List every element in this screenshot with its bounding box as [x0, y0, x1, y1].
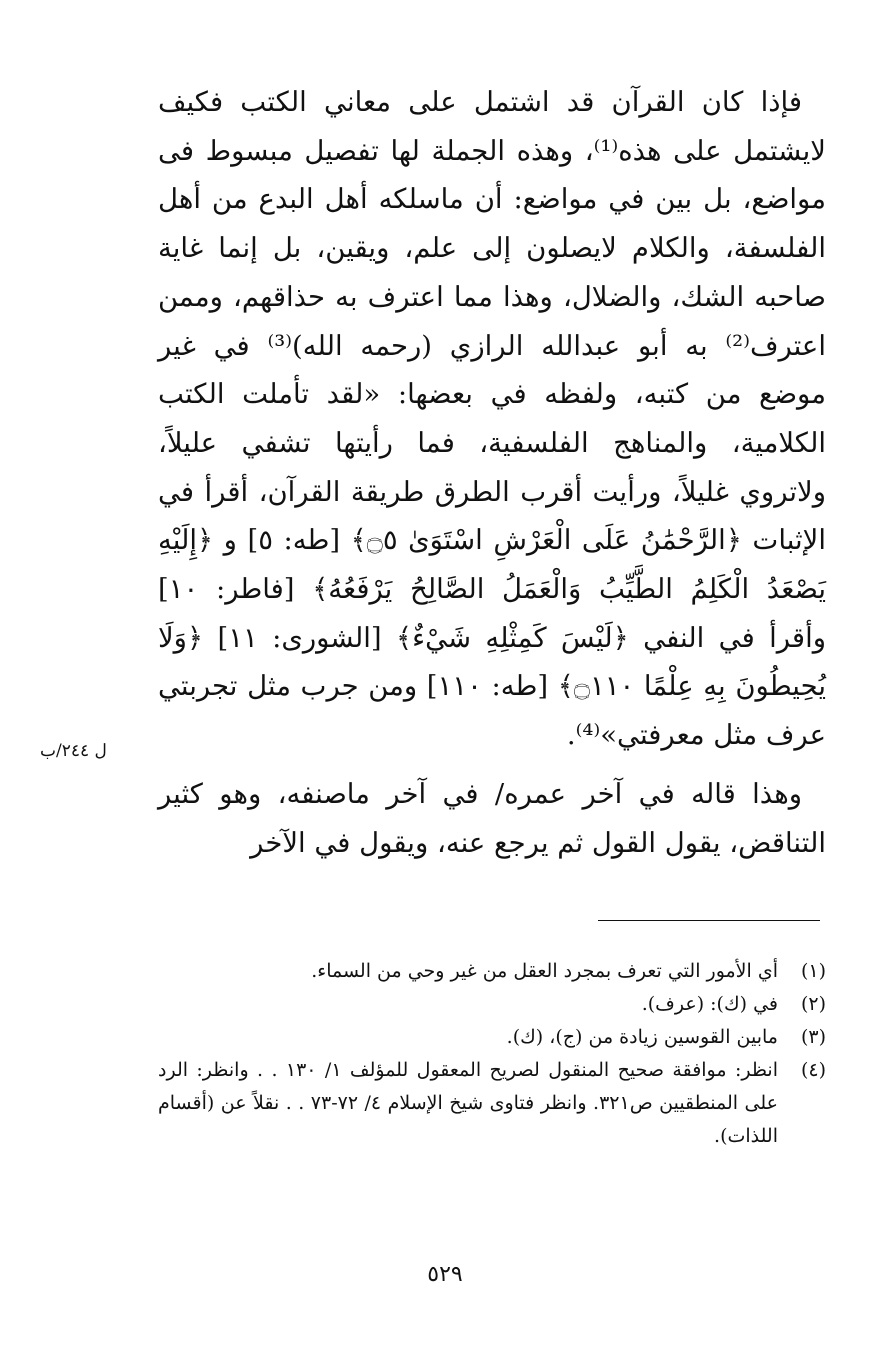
paragraph-2: وهذا قاله في آخر عمره/ في آخر ماصنفه، وهو كثير التناقض، يقول القول ثم يرجع عنه، ويقول في الآخر — [158, 777, 826, 859]
footnote-number: (٤) — [800, 1059, 826, 1081]
footnote-text: في (ك): (عرف). — [641, 993, 778, 1015]
footnote-text: مابين القوسين زيادة من (ج)، (ك). — [506, 1026, 778, 1048]
footnote-text: انظر: موافقة صحيح المنقول لصريح المعقول للمؤلف ١/ ١٣٠ . . وانظر: الرد على المنطقيين ص٣٢١. وانظر فتاوى شيخ الإسلام ٤/ ٧٢-٧٣ . . نقلاً عن (أقسام اللذات). — [158, 1059, 778, 1147]
footnote-item — [158, 988, 826, 1021]
footnote-number: (١) — [800, 960, 826, 982]
footnote-separator — [598, 920, 820, 921]
footnote-item — [158, 1021, 826, 1054]
footnote-number: (٣) — [800, 1026, 826, 1048]
main-text-block — [158, 78, 826, 867]
footnote-number: (٢) — [800, 993, 826, 1015]
footnote-item — [158, 955, 826, 988]
footnote-text: أي الأمور التي تعرف بمجرد العقل من غير وحي من السماء. — [311, 960, 778, 982]
footnotes — [158, 955, 826, 1153]
page-number: ٥٢٩ — [427, 1262, 463, 1287]
manuscript-folio-note: ل ٢٤٤/ب — [40, 741, 107, 761]
footnote-item — [158, 1054, 826, 1153]
paragraph-1: فإذا كان القرآن قد اشتمل على معاني الكتب فكيف لايشتمل على هذه⁽¹⁾، وهذه الجملة لها تفصيل مبسوط فى مواضع، بل بين في مواضع: أن ماسلكه أهل البدع من أهل الفلسفة، والكلام لايصلون إلى علم، ويقين، بل إنما غاية صاحبه الشك، والضلال، وهذا مما اعترف به حذاقهم، وممن اعترف⁽²⁾ به أبو عبدالله الرازي (رحمه الله)⁽³⁾ في غير موضع من كتبه، ولفظه في بعضها: «لقد تأملت الكتب الكلامية، والمناهج الفلسفية، فما رأيتها تشفي عليلاً، ولاتروي غليلاً، ورأيت أقرب الطرق طريقة القرآن، أقرأ في الإثبات ﴿الرَّحْمَٰنُ عَلَى الْعَرْشِ اسْتَوَىٰ ۝٥﴾ [طه: ٥] و ﴿إِلَيْهِ يَصْعَدُ الْكَلِمُ الطَّيِّبُ وَالْعَمَلُ الصَّالِحُ يَرْفَعُهُ﴾ [فاطر: ١٠] وأقرأ في النفي ﴿لَيْسَ كَمِثْلِهِ شَيْءٌ﴾ [الشورى: ١١] ﴿وَلَا يُحِيطُونَ بِهِ عِلْمًا ۝١١٠﴾ [طه: ١١٠] ومن جرب مثل تجربتي عرف مثل معرفتي»⁽⁴⁾. — [158, 86, 826, 752]
